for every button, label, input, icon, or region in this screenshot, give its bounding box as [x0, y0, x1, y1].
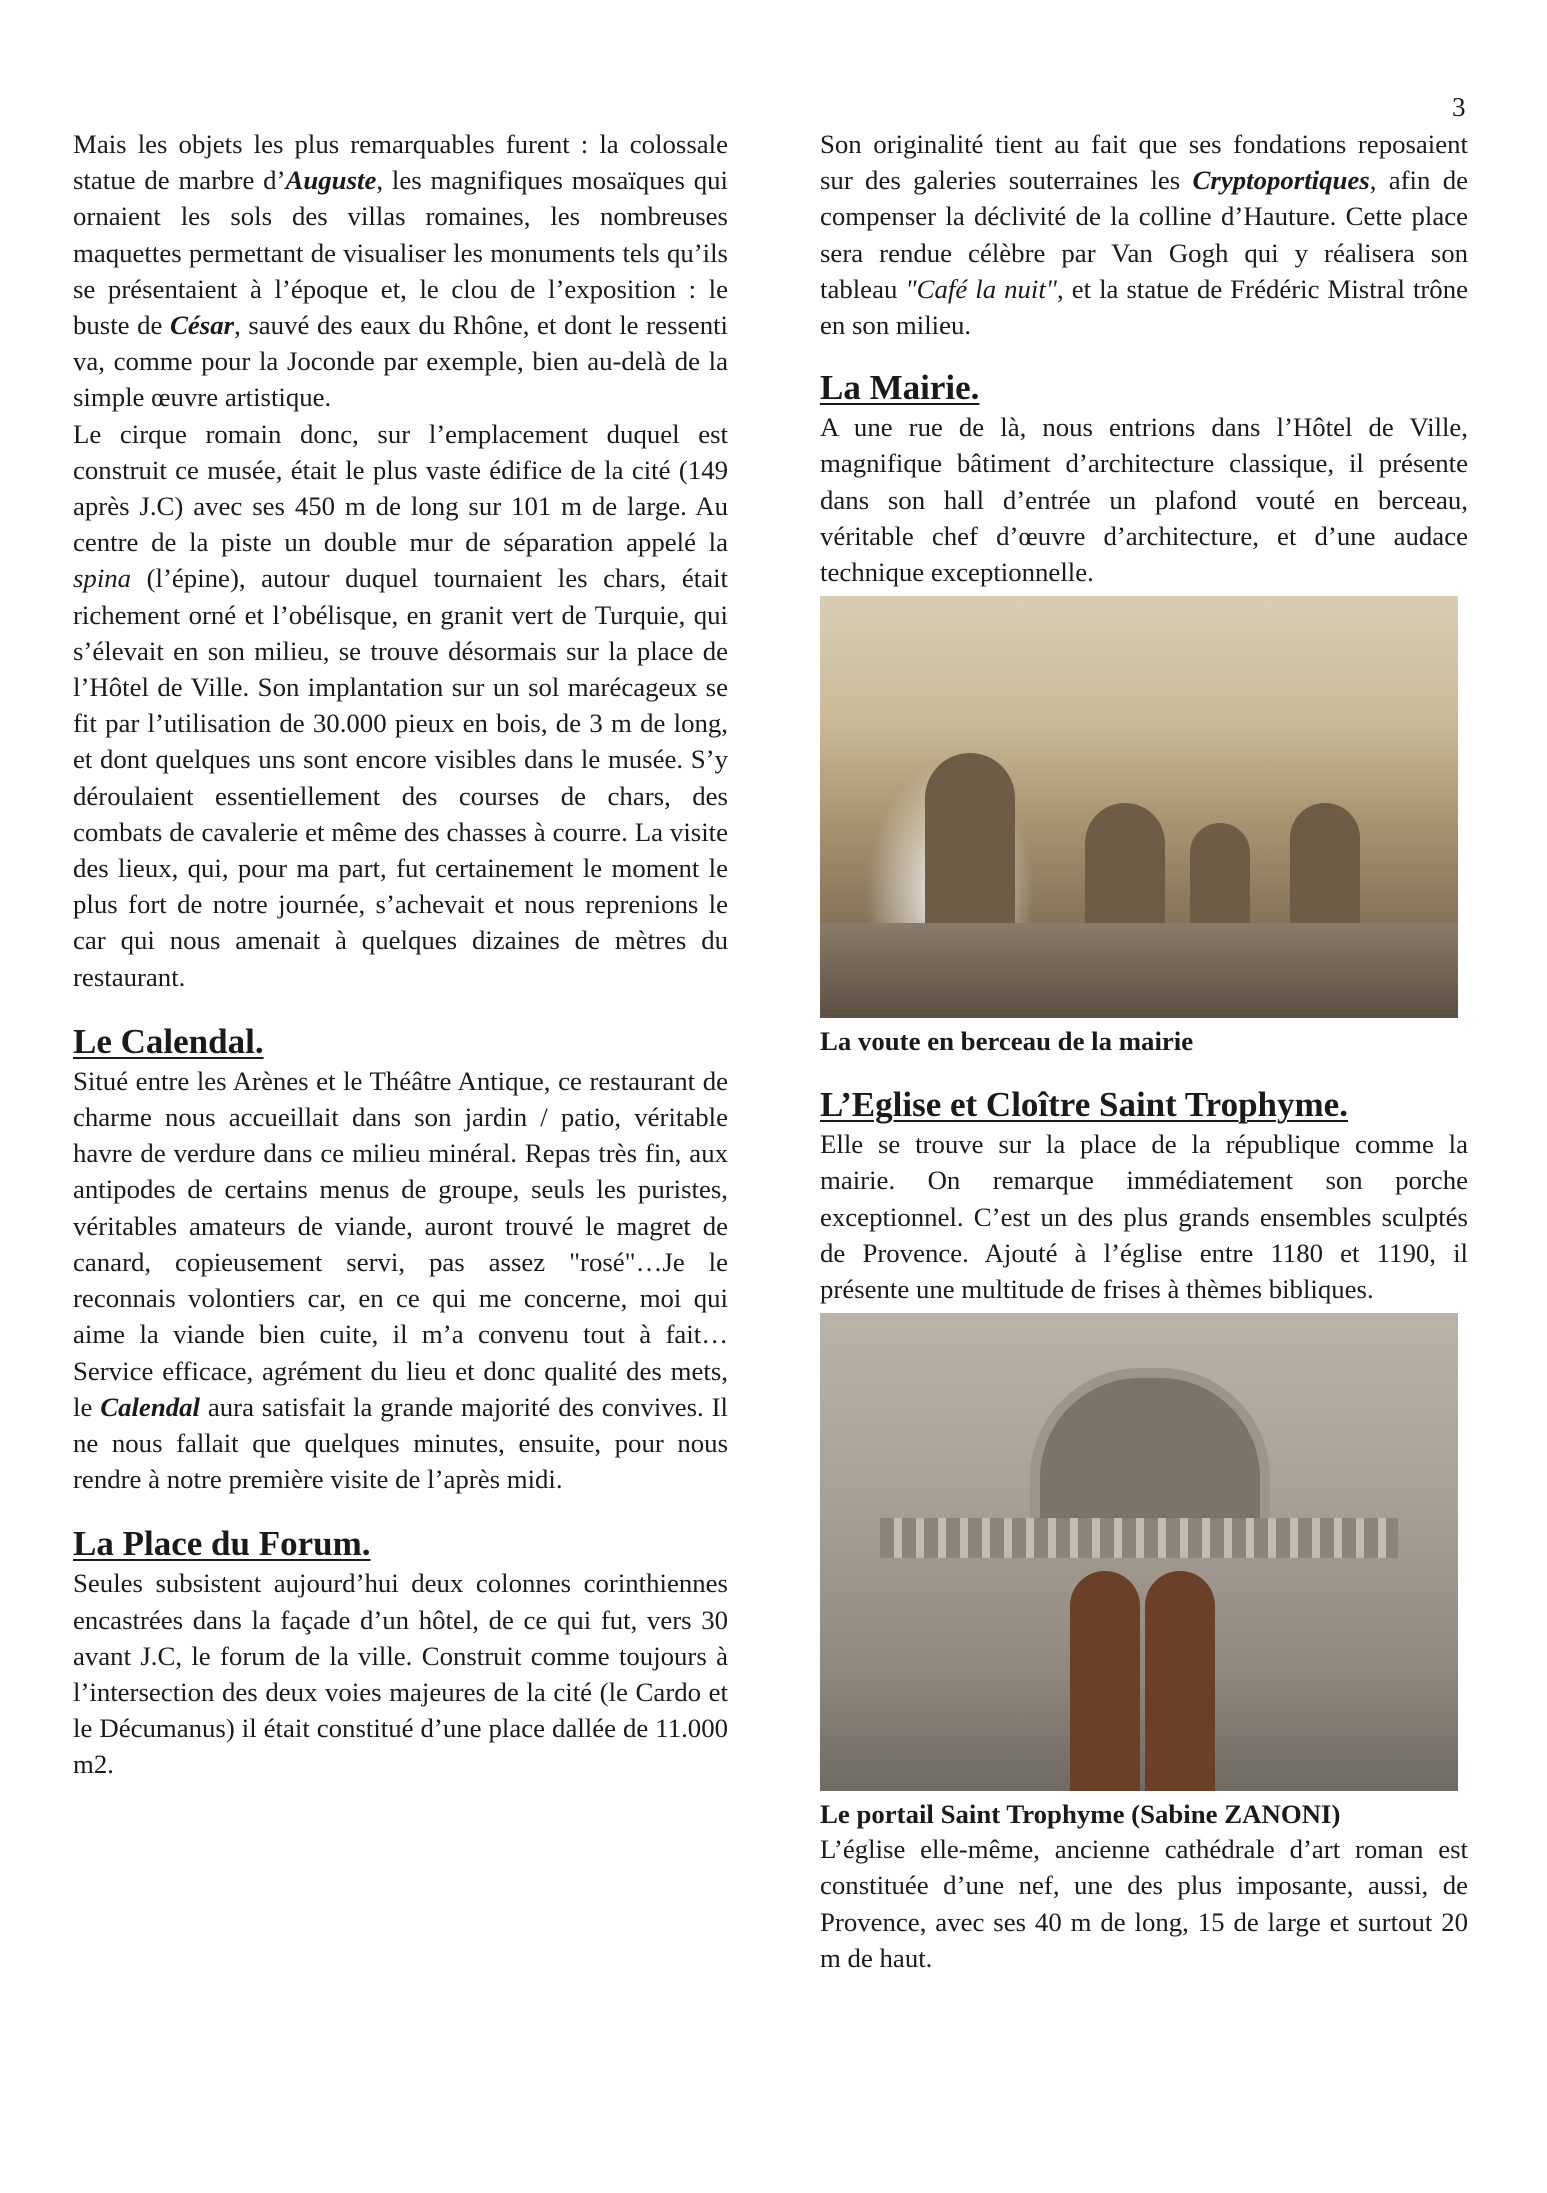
- heading-calendal: Le Calendal.: [73, 1021, 264, 1061]
- heading-mairie: La Mairie.: [820, 368, 980, 408]
- paragraph-calendal: Situé entre les Arènes et le Théâtre Antique, ce restaurant de charme nous accueillait dans son jardin / patio, véritable havre de verdure dans ce milieu minéral. Repas très fin, aux antipodes de certains menus de groupe, seuls les puristes, véritables amateurs de viande, auront trouvé le magret de canard, copieusement servi, pas assez "rosé"…Je le reconnais volontiers car, en ce qui me concerne, moi qui aime la viande bien cuite, il m’a convenu tout à fait…Service efficace, agrément du lieu et donc qualité des mets, le Calendal aura satisfait la grande majorité des convives. Il ne nous fallait que quelques minutes, ensuite, pour nous rendre à notre première visite de l’après midi.: [73, 1065, 728, 1495]
- right-column: [820, 126, 1468, 1976]
- saint-trophyme-portal-photo: [820, 1313, 1458, 1791]
- paragraph-cirque: Le cirque romain donc, sur l’emplacement duquel est construit ce musée, était le plus vaste édifice de la cité (149 après J.C) avec ses 450 m de long sur 101 m de large. Au centre de la piste un double mur de séparation appelé la spina (l’épine), autour duquel tournaient les chars, était richement orné et l’obélisque, en granit vert de Turquie, qui s’élevait en son milieu, se trouve désormais sur la place de l’Hôtel de Ville. Son implantation sur un sol marécageux se fit par l’utilisation de 30.000 pieux en bois, de 3 m de long, et dont quelques uns sont encore visibles dans le musée. S’y déroulaient essentiellement des courses de chars, des combats de cavalerie et même des chasses à courre. La visite des lieux, qui, pour ma part, fut certainement le moment le plus fort de notre journée, s’achevait et nous reprenions le car qui nous amenait à quelques dizaines de mètres du restaurant.: [73, 418, 728, 992]
- left-column: [73, 126, 728, 1783]
- paragraph-intro: Son originalité tient au fait que ses fondations reposaient sur des galeries souterraines les Cryptoportiques, afin de compenser la déclivité de la colline d’Hauture. Cette place sera rendue célèbre par Van Gogh qui y réalisera son tableau "Café la nuit", et la statue de Frédéric Mistral trône en son milieu.: [820, 129, 1468, 341]
- paragraph-eglise: Elle se trouve sur la place de la république comme la mairie. On remarque immédiatement son porche exceptionnel. C’est un des plus grands ensembles sculptés de Provence. Ajouté à l’église entre 1180 et 1190, il présente une multitude de frises à thèmes bibliques.: [820, 1129, 1468, 1305]
- paragraph-eglise-2: L’église elle-même, ancienne cathédrale d’art roman est constituée d’une nef, une des plus imposante, aussi, de Provence, avec ses 40 m de long, 15 de large et surtout 20 m de haut.: [820, 1834, 1468, 1973]
- heading-eglise: L’Eglise et Cloître Saint Trophyme.: [820, 1085, 1348, 1125]
- portal-caption: Le portail Saint Trophyme (Sabine ZANONI): [820, 1799, 1341, 1830]
- paragraph-mairie: A une rue de là, nous entrions dans l’Hôtel de Ville, magnifique bâtiment d’architecture classique, il présente dans son hall d’entrée un plafond vouté en berceau, véritable chef d’œuvre d’architecture, et d’une audace technique exceptionnelle.: [820, 412, 1468, 588]
- paragraph-objets: Mais les objets les plus remarquables furent : la colossale statue de marbre d’Auguste, les magnifiques mosaïques qui ornaient les sols des villas romaines, les nombreuses maquettes permettant de visualiser les monuments tels qu’ils se présentaient à l’époque et, le clou de l’exposition : le buste de César, sauvé des eaux du Rhône, et dont le ressenti va, comme pour la Joconde par exemple, bien au-delà de la simple œuvre artistique.: [73, 129, 728, 413]
- paragraph-forum: Seules subsistent aujourd’hui deux colonnes corinthiennes encastrées dans la façade d’un hôtel, de ce qui fut, vers 30 avant J.C, le forum de la ville. Construit comme toujours à l’intersection des deux voies majeures de la cité (le Cardo et le Décumanus) il était constitué d’une place dallée de 11.000 m2.: [73, 1568, 728, 1780]
- heading-forum: La Place du Forum.: [73, 1524, 371, 1564]
- page-number: 3: [1452, 92, 1466, 122]
- mairie-caption: La voute en berceau de la mairie: [820, 1026, 1194, 1057]
- mairie-vault-photo: [820, 596, 1458, 1018]
